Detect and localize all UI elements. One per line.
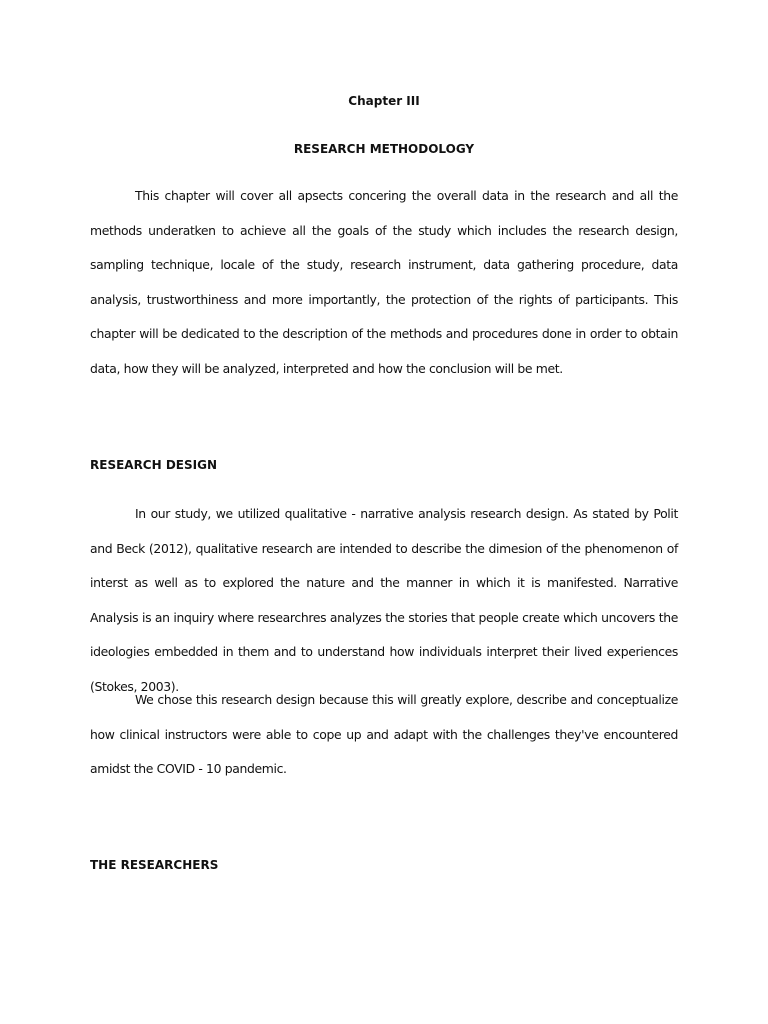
section-heading-the-researchers: THE RESEARCHERS — [90, 858, 219, 872]
research-design-paragraph-2: We chose this research design because this will greatly explore, describe and conceptualize how clinical instructors were able to cope up and adapt with the challenges they've encountered amidst the COVID - 10 pandemic. — [90, 692, 678, 777]
chapter-subtitle: RESEARCH METHODOLOGY — [293, 142, 475, 156]
section-heading-research-design: RESEARCH DESIGN — [90, 458, 217, 472]
research-design-paragraph-1: In our study, we utilized qualitative - narrative analysis research design. As stated by Polit and Beck (2012), qualitative research are intended to describe the dimesion of the phenomenon of interst as well as to explored the nature and the manner in which it is manifested. Narrative Analysis is an inquiry where researchres analyzes the stories that people create which uncovers the ideologies embedded in them and to understand how individuals interpret their lived experiences (Stokes, 2003). — [90, 506, 678, 694]
intro-paragraph: This chapter will cover all apsects concering the overall data in the research and all the methods underatken to achieve all the goals of the study which includes the research design, sampling technique, locale of the study, research instrument, data gathering procedure, data analysis, trustworthiness and more importantly, the protection of the rights of participants. This chapter will be dedicated to the description of the methods and procedures done in order to obtain data, how they will be analyzed, interpreted and how the conclusion will be met. — [90, 188, 678, 376]
chapter-title: Chapter III — [348, 94, 420, 108]
